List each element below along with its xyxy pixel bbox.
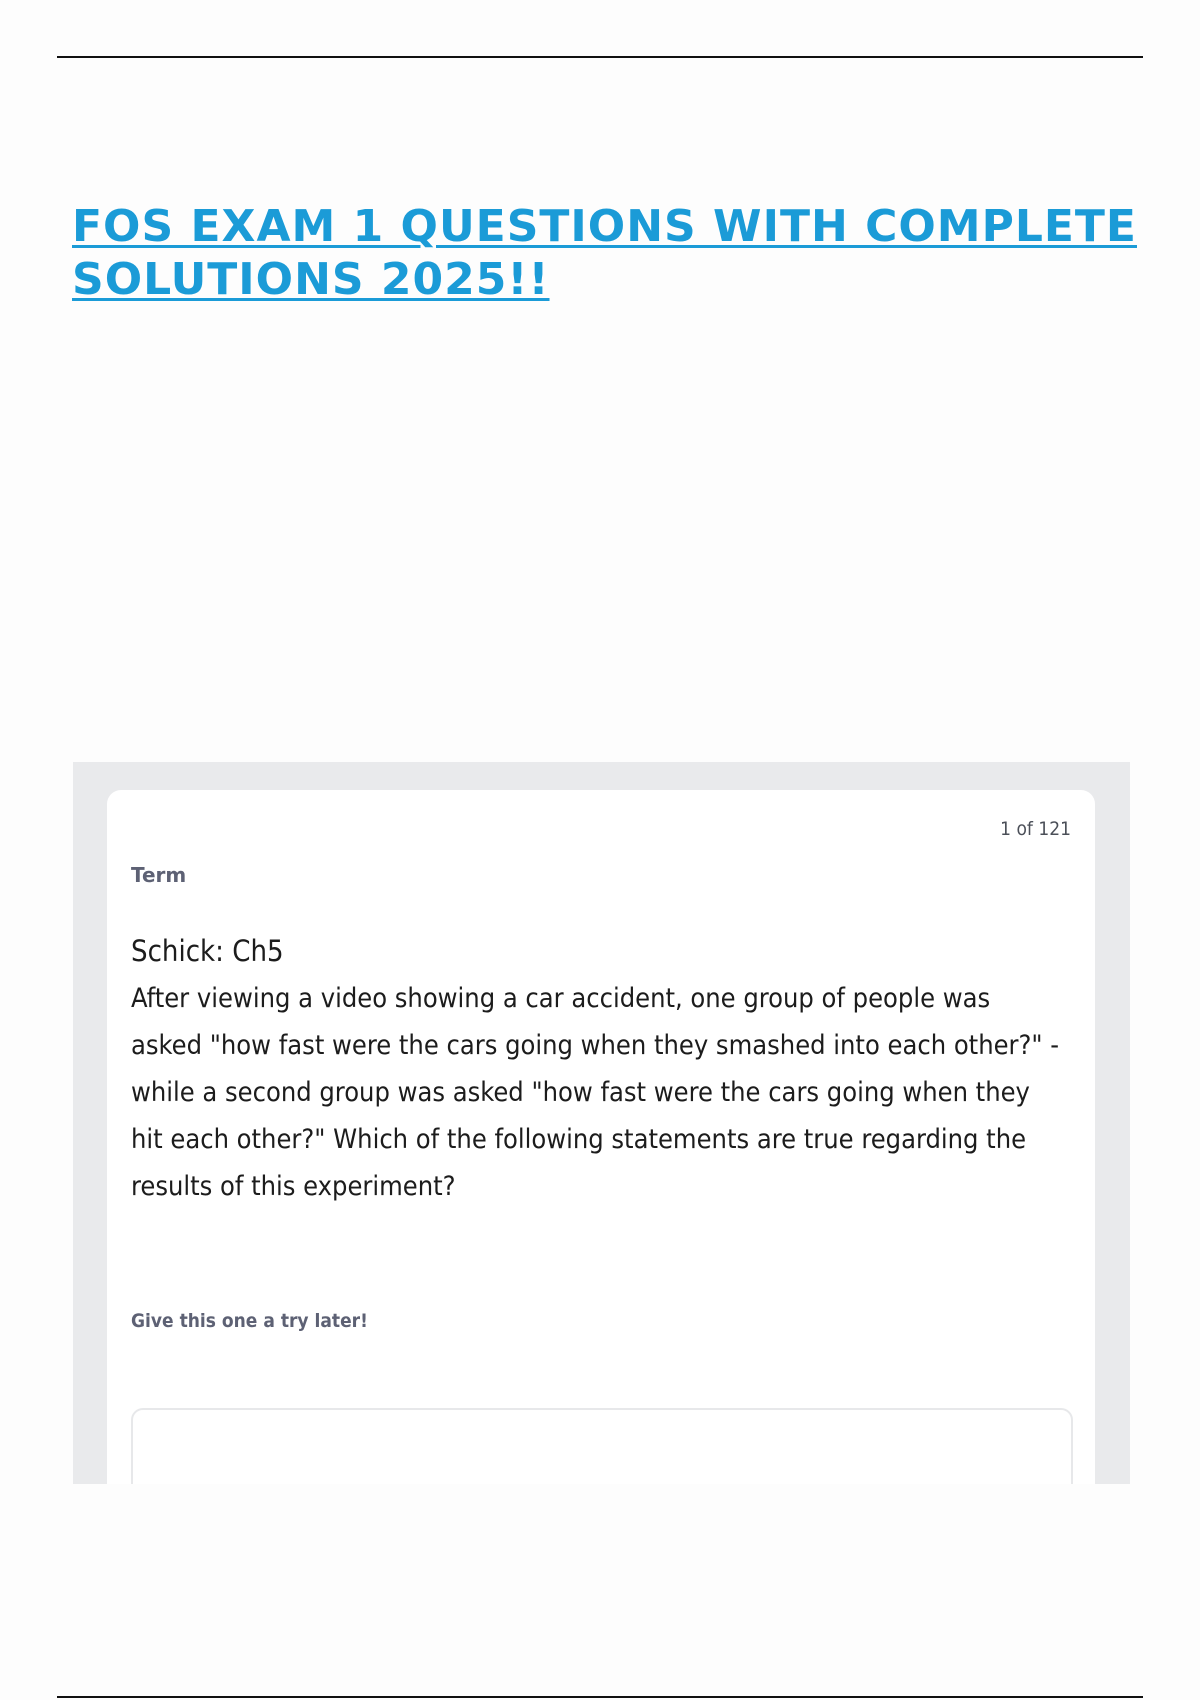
try-later-hint: Give this one a try later! <box>131 1310 368 1332</box>
term-text: After viewing a video showing a car accident, one group of people was asked "how fast were the cars going when they smashed into each other?" - while a second group was asked "how fast were the cars going when they hit each other?" Which of the following statements are true regarding the results of this experiment? <box>131 983 1060 1202</box>
card-side-label: Term <box>131 863 187 887</box>
card-counter: 1 of 121 <box>1000 818 1071 840</box>
flashcard <box>107 790 1095 1484</box>
term-heading: Schick: Ch5 <box>131 934 284 968</box>
document-title-link[interactable]: FOS EXAM 1 QUESTIONS WITH COMPLETE SOLUTIONS 2025!! <box>72 201 1137 305</box>
answer-input[interactable] <box>131 1408 1073 1484</box>
term-content <box>131 928 1061 1210</box>
header-rule <box>57 56 1143 58</box>
flashcard-frame <box>73 762 1130 1484</box>
footer-rule <box>57 1696 1143 1698</box>
